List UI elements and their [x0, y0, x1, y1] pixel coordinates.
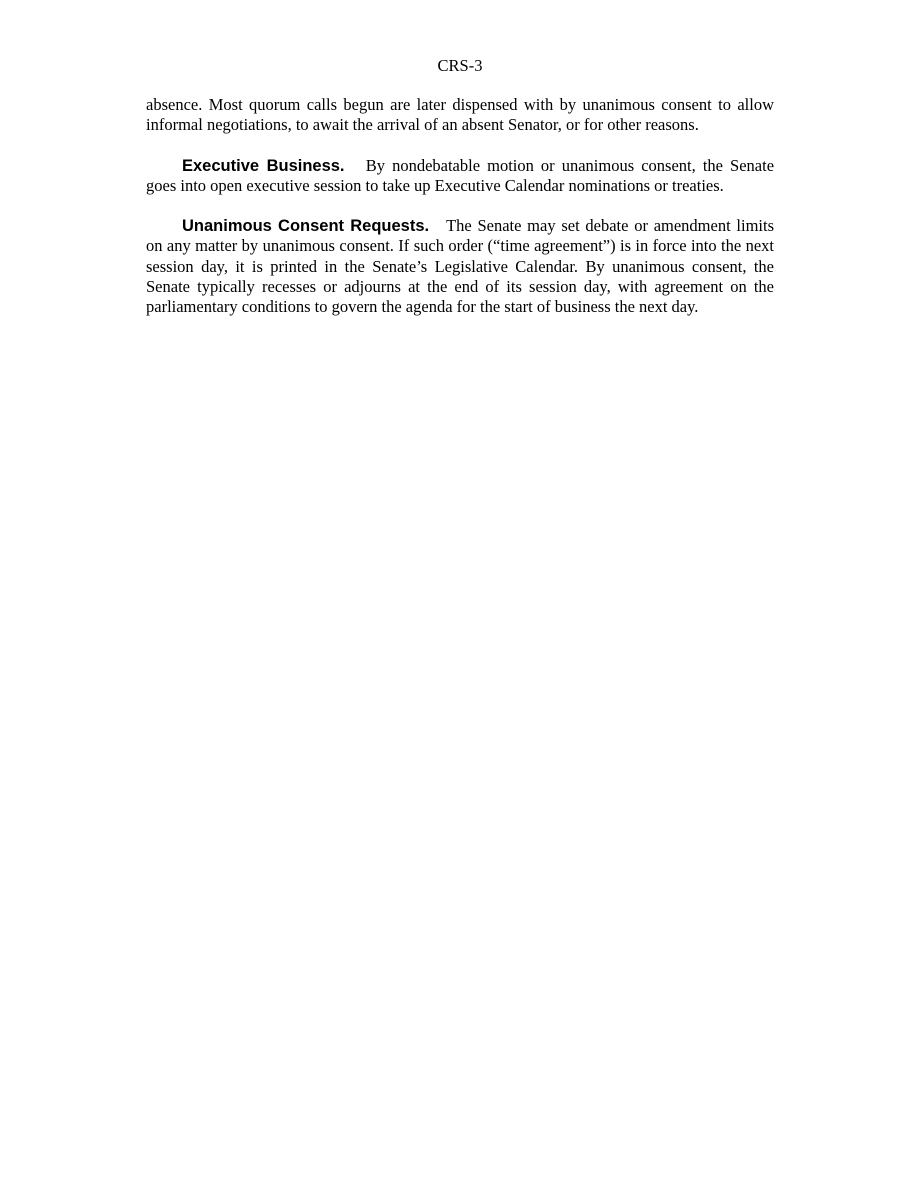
paragraph-unanimous-consent-requests: [146, 216, 774, 317]
page-number: CRS-3: [437, 56, 483, 75]
paragraph-quorum-continuation: [146, 95, 774, 136]
section-heading-unanimous-consent-requests: Unanimous Consent Requests.: [182, 217, 430, 236]
paragraph-text: absence. Most quorum calls begun are later dispensed with by unanimous consent to allow informal negotiations, to await the arrival of an absent Senator, or for other reasons.: [146, 95, 774, 135]
paragraph-executive-business: [146, 156, 774, 197]
document-body: [146, 95, 774, 318]
paragraph-text: By nondebatable motion or unanimous consent, the Senate goes into open executive session to take up Executive Calendar nominations or treaties.: [146, 155, 775, 195]
paragraph-text: The Senate may set debate or amendment limits on any matter by unanimous consent. If such order (“time agreement”) is in force into the next session day, it is printed in the Senate’s Legislative Calendar. By unanimous consent, the Senate typically recesses or adjourns at the end of its session day, with agreement on the parliamentary conditions to govern the agenda for the start of business the next day.: [146, 216, 775, 317]
section-heading-executive-business: Executive Business.: [182, 156, 345, 175]
